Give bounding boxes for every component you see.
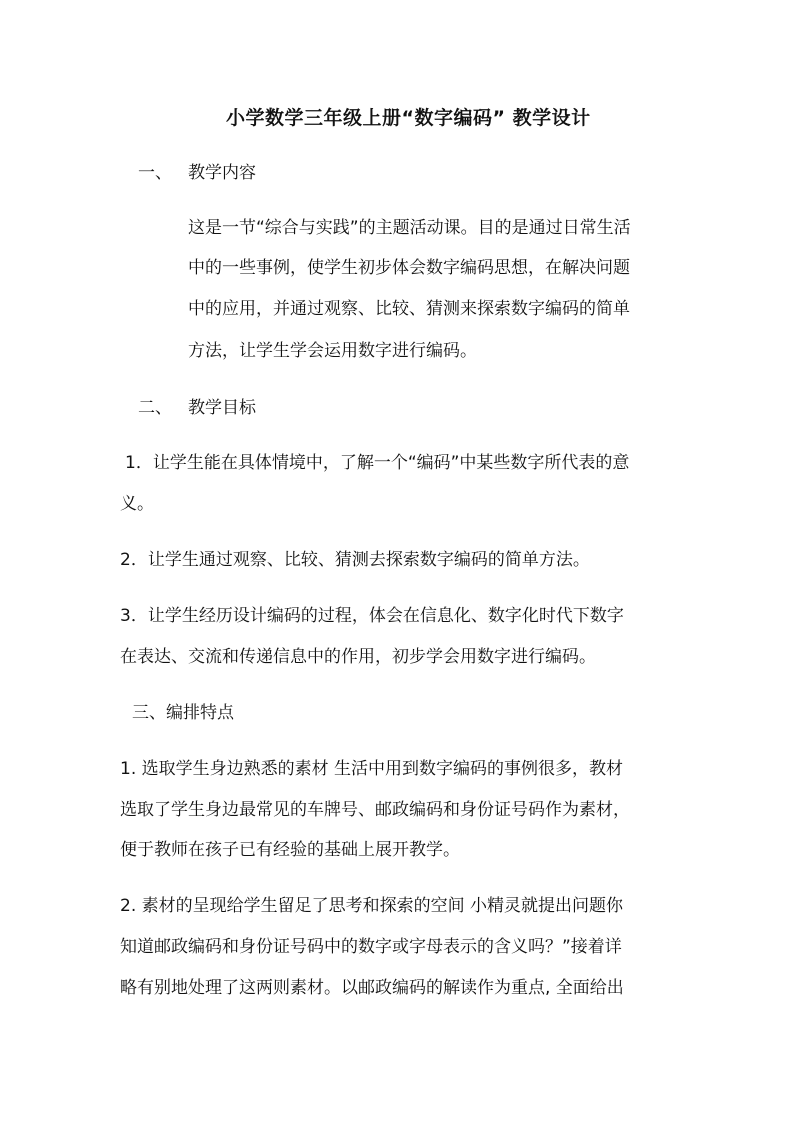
item2-line: 知道邮政编码和身份证号码中的数字或字母表示的含义吗？”接着详: [120, 937, 622, 957]
item2-line: 2. 素材的呈现给学生留足了思考和探索的空间 小精灵就提出问题你: [120, 896, 624, 916]
section1-heading: 教学内容: [188, 163, 256, 183]
section1-paragraph-line: 这是一节“综合与实践”的主题活动课。目的是通过日常生活: [188, 218, 631, 238]
document-title: 小学数学三年级上册“数字编码” 教学设计: [226, 107, 591, 129]
section1-paragraph-line: 中的一些事例，使学生初步体会数字编码思想，在解决问题: [188, 258, 630, 278]
section1-paragraph-line: 中的应用，并通过观察、比较、猜测来探索数字编码的简单: [188, 299, 630, 319]
goal1-line: 1．让学生能在具体情境中，了解一个“编码”中某些数字所代表的意: [125, 453, 630, 473]
section1-paragraph-line: 方法，让学生学会运用数字进行编码。: [188, 341, 477, 361]
section3-heading: 三、编排特点: [132, 703, 234, 723]
goal1-line: 义。: [120, 494, 154, 514]
item1-line: 1. 选取学生身边熟悉的素材 生活中用到数字编码的事例很多，教材: [120, 759, 624, 779]
item2-line: 略有别地处理了这两则素材。以邮政编码的解读作为重点, 全面给出: [120, 978, 624, 998]
goal3-line: 3．让学生经历设计编码的过程，体会在信息化、数字化时代下数字: [120, 606, 624, 626]
goal2-line: 2．让学生通过观察、比较、猜测去探索数字编码的简单方法。: [120, 550, 590, 570]
section1-number: 一、: [138, 163, 172, 183]
item1-line: 便于教师在孩子已有经验的基础上展开教学。: [120, 840, 460, 860]
section2-heading: 教学目标: [188, 398, 256, 418]
section2-number: 二、: [138, 398, 172, 418]
item1-line: 选取了学生身边最常见的车牌号、邮政编码和身份证号码作为素材，: [120, 800, 630, 820]
goal3-line: 在表达、交流和传递信息中的作用，初步学会用数字进行编码。: [120, 647, 596, 667]
